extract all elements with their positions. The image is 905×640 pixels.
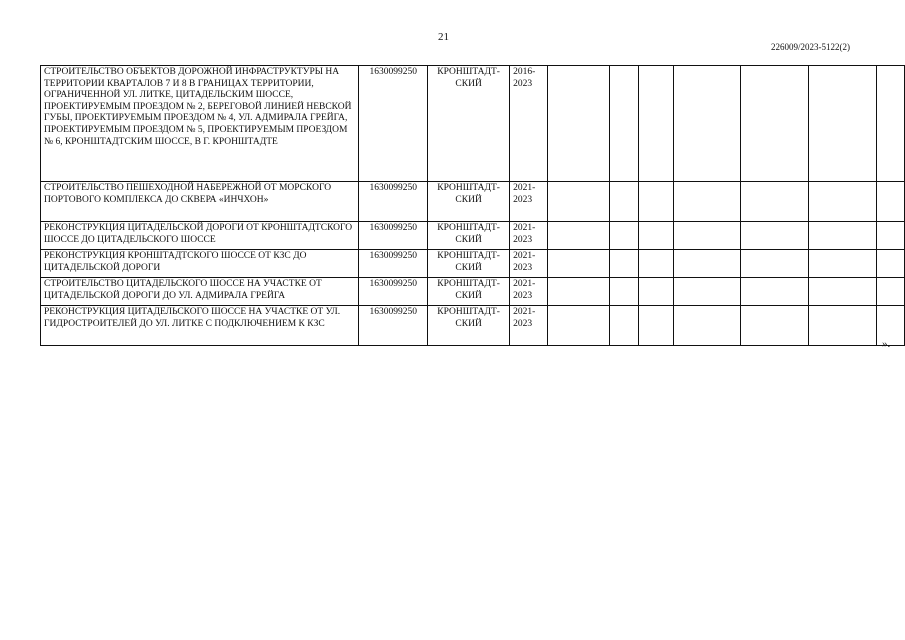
object-name: СТРОИТЕЛЬСТВО ПЕШЕХОДНОЙ НАБЕРЕЖНОЙ ОТ МОРСКОГО ПОРТОВОГО КОМПЛЕКСА ДО СКВЕРА «ИНЧХОН»: [41, 182, 359, 222]
table-row: [41, 250, 905, 278]
empty-cell: [809, 250, 877, 278]
empty-cell: [673, 222, 741, 250]
empty-cell: [548, 250, 610, 278]
years: 2021-2023: [510, 278, 548, 306]
object-name: РЕКОНСТРУКЦИЯ ЦИТАДЕЛЬСКОЙ ДОРОГИ ОТ КРОНШТАДТСКОГО ШОССЕ ДО ЦИТАДЕЛЬСКОГО ШОССЕ: [41, 222, 359, 250]
empty-cell: [609, 182, 638, 222]
object-name: РЕКОНСТРУКЦИЯ ЦИТАДЕЛЬСКОГО ШОССЕ НА УЧАСТКЕ ОТ УЛ. ГИДРОСТРОИТЕЛЕЙ ДО УЛ. ЛИТКЕ С ПОДКЛЮЧЕНИЕМ К КЗС: [41, 306, 359, 346]
object-name: СТРОИТЕЛЬСТВО ЦИТАДЕЛЬСКОГО ШОССЕ НА УЧАСТКЕ ОТ ЦИТАДЕЛЬСКОЙ ДОРОГИ ДО УЛ. АДМИРАЛА ГРЕЙГА: [41, 278, 359, 306]
empty-cell: [609, 66, 638, 182]
empty-cell: [809, 66, 877, 182]
budget-code: 1630099250: [359, 66, 428, 182]
table-row: [41, 66, 905, 182]
district: КРОНШТАДТ-СКИЙ: [428, 278, 510, 306]
district: КРОНШТАДТ-СКИЙ: [428, 182, 510, 222]
empty-cell: [638, 182, 673, 222]
budget-code: 1630099250: [359, 182, 428, 222]
empty-cell: [638, 66, 673, 182]
empty-cell: [609, 250, 638, 278]
table-row: [41, 222, 905, 250]
object-name: РЕКОНСТРУКЦИЯ КРОНШТАДТСКОГО ШОССЕ ОТ КЗС ДО ЦИТАДЕЛЬСКОЙ ДОРОГИ: [41, 250, 359, 278]
table-row: [41, 182, 905, 222]
empty-cell: [741, 222, 809, 250]
objects-table: [40, 65, 905, 346]
district: КРОНШТАДТ-СКИЙ: [428, 306, 510, 346]
years: 2016-2023: [510, 66, 548, 182]
empty-cell: [741, 66, 809, 182]
empty-cell: [877, 182, 905, 222]
table-row: [41, 306, 905, 346]
empty-cell: [809, 222, 877, 250]
empty-cell: [877, 66, 905, 182]
district: КРОНШТАДТ-СКИЙ: [428, 66, 510, 182]
years: 2021-2023: [510, 250, 548, 278]
empty-cell: [809, 182, 877, 222]
years: 2021-2023: [510, 182, 548, 222]
empty-cell: [548, 222, 610, 250]
years: 2021-2023: [510, 222, 548, 250]
empty-cell: [638, 278, 673, 306]
empty-cell: [548, 182, 610, 222]
page-number: 21: [438, 31, 449, 43]
empty-cell: [609, 306, 638, 346]
empty-cell: [877, 306, 905, 346]
years: 2021-2023: [510, 306, 548, 346]
empty-cell: [673, 278, 741, 306]
empty-cell: [877, 250, 905, 278]
empty-cell: [877, 222, 905, 250]
closing-quote-mark: ».: [882, 338, 891, 350]
object-name: СТРОИТЕЛЬСТВО ОБЪЕКТОВ ДОРОЖНОЙ ИНФРАСТРУКТУРЫ НА ТЕРРИТОРИИ КВАРТАЛОВ 7 И 8 В ГРАНИЦАХ ТЕРРИТОРИИ, ОГРАНИЧЕННОЙ УЛ. ЛИТКЕ, ЦИТАДЕЛЬСКИМ ШОССЕ, ПРОЕКТИРУЕМЫМ ПРОЕЗДОМ № 2, БЕРЕГОВОЙ ЛИНИЕЙ НЕВСКОЙ ГУБЫ, ПРОЕКТИРУЕМЫМ ПРОЕЗДОМ № 4, УЛ. АДМИРАЛА ГРЕЙГА, ПРОЕКТИРУЕМЫМ ПРОЕЗДОМ № 5, ПРОЕКТИРУЕМЫМ ПРОЕЗДОМ № 6, КРОНШТАДТСКИМ ШОССЕ, В Г. КРОНШТАДТЕ: [41, 66, 359, 182]
budget-code: 1630099250: [359, 250, 428, 278]
empty-cell: [609, 222, 638, 250]
empty-cell: [548, 66, 610, 182]
empty-cell: [741, 306, 809, 346]
empty-cell: [673, 182, 741, 222]
document-code: 226009/2023-5122(2): [771, 42, 850, 52]
empty-cell: [741, 250, 809, 278]
district: КРОНШТАДТ-СКИЙ: [428, 222, 510, 250]
budget-code: 1630099250: [359, 222, 428, 250]
budget-code: 1630099250: [359, 278, 428, 306]
empty-cell: [741, 278, 809, 306]
empty-cell: [673, 306, 741, 346]
empty-cell: [548, 306, 610, 346]
empty-cell: [673, 66, 741, 182]
empty-cell: [638, 306, 673, 346]
empty-cell: [673, 250, 741, 278]
empty-cell: [638, 222, 673, 250]
empty-cell: [741, 182, 809, 222]
budget-code: 1630099250: [359, 306, 428, 346]
empty-cell: [809, 278, 877, 306]
empty-cell: [548, 278, 610, 306]
empty-cell: [809, 306, 877, 346]
empty-cell: [877, 278, 905, 306]
district: КРОНШТАДТ-СКИЙ: [428, 250, 510, 278]
empty-cell: [609, 278, 638, 306]
table-row: [41, 278, 905, 306]
empty-cell: [638, 250, 673, 278]
